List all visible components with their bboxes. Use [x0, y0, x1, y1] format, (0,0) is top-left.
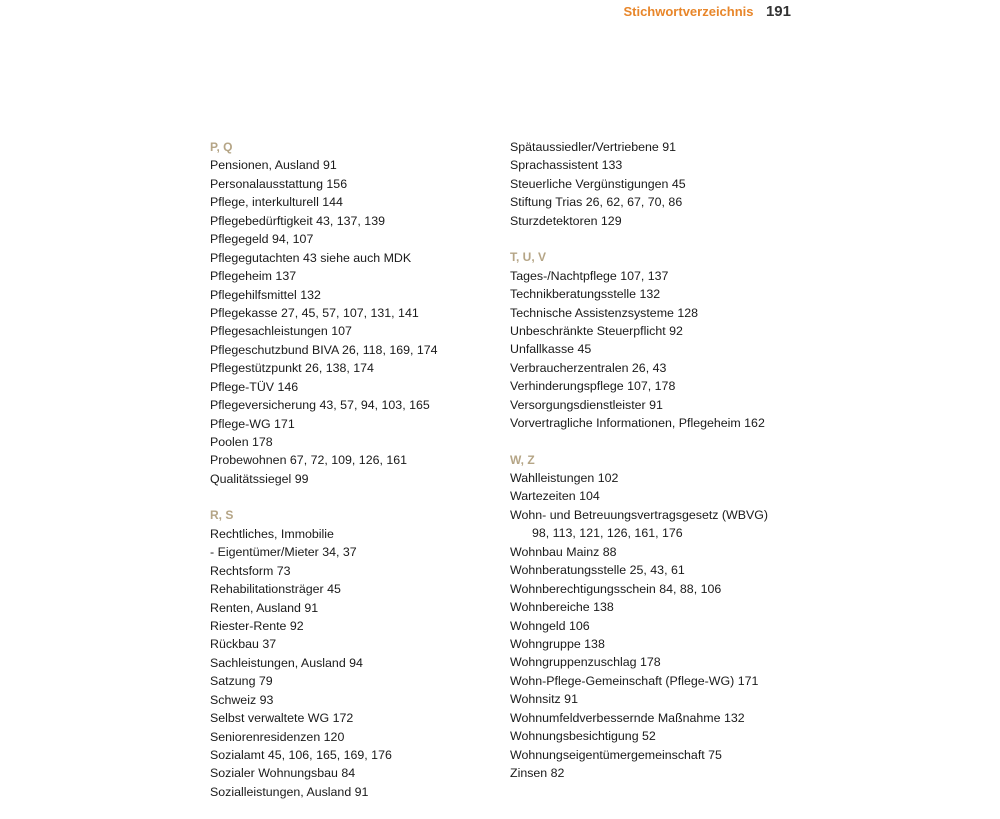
index-entry: - Eigentümer/Mieter 34, 37: [210, 545, 357, 560]
index-entry: Wohnumfeldverbessernde Maßnahme 132: [510, 710, 745, 725]
running-head: [623, 3, 791, 21]
index-entry: Rechtliches, Immobilie: [210, 526, 334, 541]
index-entry: Selbst verwaltete WG 172: [210, 711, 354, 726]
index-entry: Pflegekasse 27, 45, 57, 107, 131, 141: [210, 305, 419, 320]
index-entry: Personalausstattung 156: [210, 176, 348, 191]
index-entry: Unfallkasse 45: [510, 342, 592, 357]
index-entry: Pensionen, Ausland 91: [210, 158, 337, 173]
page-number: 191: [765, 3, 791, 20]
group-letter: P, Q: [210, 140, 233, 154]
index-entry: Pflegeheim 137: [210, 269, 297, 284]
index-entry: Wohnbereiche 138: [510, 600, 614, 615]
index-entry: Wohngruppenzuschlag 178: [510, 655, 661, 670]
index-entry: Pflegegeld 94, 107: [210, 232, 314, 247]
index-entry: Wohnberechtigungsschein 84, 88, 106: [510, 581, 722, 596]
index-entry: Technische Assistenzsysteme 128: [510, 305, 699, 320]
index-entry: Wohnungseigentümergemeinschaft 75: [510, 747, 722, 762]
index-group-r-s: [210, 506, 500, 801]
index-entry: Wohnberatungsstelle 25, 43, 61: [510, 563, 685, 578]
index-entry: Rückbau 37: [210, 637, 277, 652]
index-entry: Pflege, interkulturell 144: [210, 195, 343, 210]
index-entry: Stiftung Trias 26, 62, 67, 70, 86: [510, 195, 683, 210]
index-entry: Pflegegutachten 43 siehe auch MDK: [210, 250, 412, 265]
group-letter: T, U, V: [510, 250, 547, 265]
index-entry: Poolen 178: [210, 435, 273, 449]
index-group-t-u-v: [510, 248, 810, 432]
index-entry: Wahlleistungen 102: [510, 471, 619, 485]
index-entry: Pflege-WG 171: [210, 416, 295, 431]
index-entry: Zinsen 82: [510, 766, 565, 780]
index-entry: Wohn- und Betreuungsvertragsgesetz (WBVG): [510, 507, 769, 522]
index-entry: Spätaussiedler/Vertriebene 91: [510, 140, 677, 154]
index-entry: Pflegehilfsmittel 132: [210, 287, 321, 302]
index-entry: Verbraucherzentralen 26, 43: [510, 360, 667, 375]
index-entry: Vorvertragliche Informationen, Pflegeheim 162: [510, 416, 765, 431]
index-group-s-continued: [510, 138, 810, 230]
index-entry: Tages-/Nachtpflege 107, 137: [510, 268, 669, 283]
index-entry: Probewohnen 67, 72, 109, 126, 161: [210, 453, 408, 468]
index-entry: Wartezeiten 104: [510, 489, 600, 504]
index-entry: Technikberatungsstelle 132: [510, 287, 661, 302]
section-title: Stichwortverzeichnis: [623, 4, 754, 19]
index-column-left: [210, 138, 500, 819]
index-entry: Schweiz 93: [210, 692, 274, 707]
index-entry: Pflegesachleistungen 107: [210, 324, 352, 339]
group-letter: W, Z: [510, 452, 535, 467]
index-entry: Pflege-TÜV 146: [210, 379, 299, 394]
index-entry: Pflegeversicherung 43, 57, 94, 103, 165: [210, 398, 430, 413]
index-entry-continuation: 98, 113, 121, 126, 161, 176: [532, 526, 683, 541]
index-entry: Wohnbau Mainz 88: [510, 544, 617, 559]
index-entry: Renten, Ausland 91: [210, 600, 319, 615]
index-entry: Seniorenresidenzen 120: [210, 729, 345, 744]
index-entry: Sprachassistent 133: [510, 158, 623, 173]
index-entry: Sachleistungen, Ausland 94: [210, 655, 363, 670]
index-entry: Wohngeld 106: [510, 618, 590, 633]
index-entry: Unbeschränkte Steuerpflicht 92: [510, 323, 683, 338]
index-entry: Wohngruppe 138: [510, 636, 605, 651]
index-entry: Sturzdetektoren 129: [510, 213, 622, 228]
index-entry: Qualitätssiegel 99: [210, 471, 309, 486]
index-group-w-z: [510, 451, 810, 783]
index-entry: Versorgungsdienstleister 91: [510, 397, 663, 412]
index-entry: Pflegeschutzbund BIVA 26, 118, 169, 174: [210, 342, 438, 357]
index-entry: Verhinderungspflege 107, 178: [510, 379, 676, 394]
index-entry: Sozialer Wohnungsbau 84: [210, 766, 356, 781]
index-entry: Wohnsitz 91: [510, 692, 578, 707]
index-entry: Wohnungsbesichtigung 52: [510, 729, 656, 744]
index-entry: Rehabilitationsträger 45: [210, 582, 341, 597]
index-entry: Riester-Rente 92: [210, 618, 304, 633]
index-group-p-q: [210, 138, 500, 488]
index-entry: Sozialleistungen, Ausland 91: [210, 784, 369, 799]
index-column-right: [510, 138, 810, 800]
index-entry: Satzung 79: [210, 674, 273, 689]
index-entry: Rechtsform 73: [210, 563, 291, 578]
group-letter: R, S: [210, 508, 234, 523]
index-entry: Pflegestützpunkt 26, 138, 174: [210, 361, 374, 376]
index-entry: Wohn-Pflege-Gemeinschaft (Pflege-WG) 171: [510, 673, 759, 688]
index-entry: Pflegebedürftigkeit 43, 137, 139: [210, 213, 385, 228]
index-entry: Sozialamt 45, 106, 165, 169, 176: [210, 748, 392, 762]
index-entry: Steuerliche Vergünstigungen 45: [510, 176, 686, 191]
